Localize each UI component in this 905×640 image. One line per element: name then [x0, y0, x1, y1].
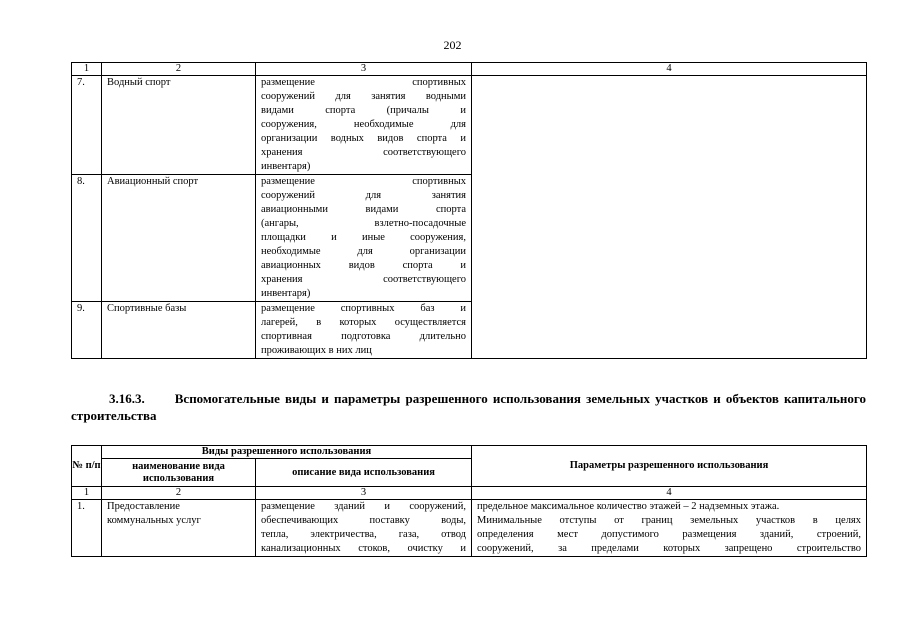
description-line: размещение зданий и сооружений, [261, 501, 467, 512]
table-row [72, 76, 867, 175]
use-description [256, 302, 472, 359]
row-number: 9. [72, 302, 102, 359]
description-line: авиационных видов спорта и [261, 260, 466, 271]
auxiliary-land-use-table [71, 445, 867, 557]
parameter-line: сооружений, за пределами которых запрещено строительство [477, 543, 862, 554]
description-line: спортивная подготовка длительно [261, 331, 466, 342]
sports-land-use-table [71, 62, 867, 359]
description-line: необходимые для организации [261, 246, 466, 257]
parameters-header: Параметры разрешенного использования [472, 446, 867, 487]
description-line: сооружений для занятия [261, 190, 466, 201]
description-line: размещение спортивных [261, 176, 466, 187]
column-number-row [72, 487, 867, 500]
row-number: 8. [72, 175, 102, 302]
use-description [256, 175, 472, 302]
parameter-line: определения мест допустимого размещения зданий, строений, [477, 529, 862, 540]
description-line: тепла, электричества, газа, отвод [261, 529, 467, 540]
section-heading [71, 390, 866, 424]
description-line: хранения соответствующего [261, 147, 466, 158]
description-line: организации водных видов спорта и [261, 133, 466, 144]
description-line: сооружения, необходимые для [261, 119, 466, 130]
description-line: инвентаря) [261, 161, 311, 172]
column-number: 4 [472, 487, 867, 500]
table-row [72, 500, 867, 557]
description-line: хранения соответствующего [261, 274, 466, 285]
description-line: авиационными видами спорта [261, 204, 466, 215]
number-header: № п/п [72, 446, 102, 487]
section-title: Вспомогательные виды и параметры разрешенного использования земельных участков и объектов капитального строительства [71, 391, 866, 423]
description-line: размещение спортивных [261, 77, 466, 88]
column-number: 3 [256, 487, 472, 500]
description-line: видами спорта (причалы и [261, 105, 466, 116]
use-parameters [472, 500, 867, 557]
description-header: описание вида использования [256, 459, 472, 487]
section-number: 3.16.3. [109, 391, 145, 406]
row-number: 7. [72, 76, 102, 175]
description-line: сооружений для занятия водными [261, 91, 466, 102]
description-line: инвентаря) [261, 288, 311, 299]
use-description [256, 500, 472, 557]
description-line: размещение спортивных баз и [261, 303, 466, 314]
description-line: площадки и иные сооружения, [261, 232, 466, 243]
name-line: коммунальных услуг [107, 515, 201, 526]
description-line: (ангары, взлетно-посадочные [261, 218, 466, 229]
page-number: 202 [443, 38, 462, 52]
use-description [256, 76, 472, 175]
uses-group-header: Виды разрешенного использования [102, 446, 472, 459]
header-row [72, 446, 867, 459]
row-number: 1. [72, 500, 102, 557]
column-number: 4 [472, 63, 867, 76]
description-line: проживающих в них лиц [261, 345, 372, 356]
description-line: лагерей, в которых осуществляется [261, 317, 466, 328]
column-number: 1 [72, 63, 102, 76]
name-line: Предоставление [107, 501, 180, 512]
column-number: 2 [102, 63, 256, 76]
column-number-row [72, 63, 867, 76]
parameter-line: предельное максимальное количество этажей – 2 надземных этажа. [477, 501, 780, 512]
description-line: канализационных стоков, очистку и [261, 543, 467, 554]
description-line: обеспечивающих поставку воды, [261, 515, 467, 526]
use-name: Водный спорт [102, 76, 256, 175]
parameters-cell [472, 76, 867, 359]
column-number: 3 [256, 63, 472, 76]
parameter-line: Минимальные отступы от границ земельных участков в целях [477, 515, 862, 526]
use-name: Авиационный спорт [102, 175, 256, 302]
use-name: Спортивные базы [102, 302, 256, 359]
use-name [102, 500, 256, 557]
name-header: наименование вида использования [102, 459, 256, 487]
column-number: 2 [102, 487, 256, 500]
column-number: 1 [72, 487, 102, 500]
